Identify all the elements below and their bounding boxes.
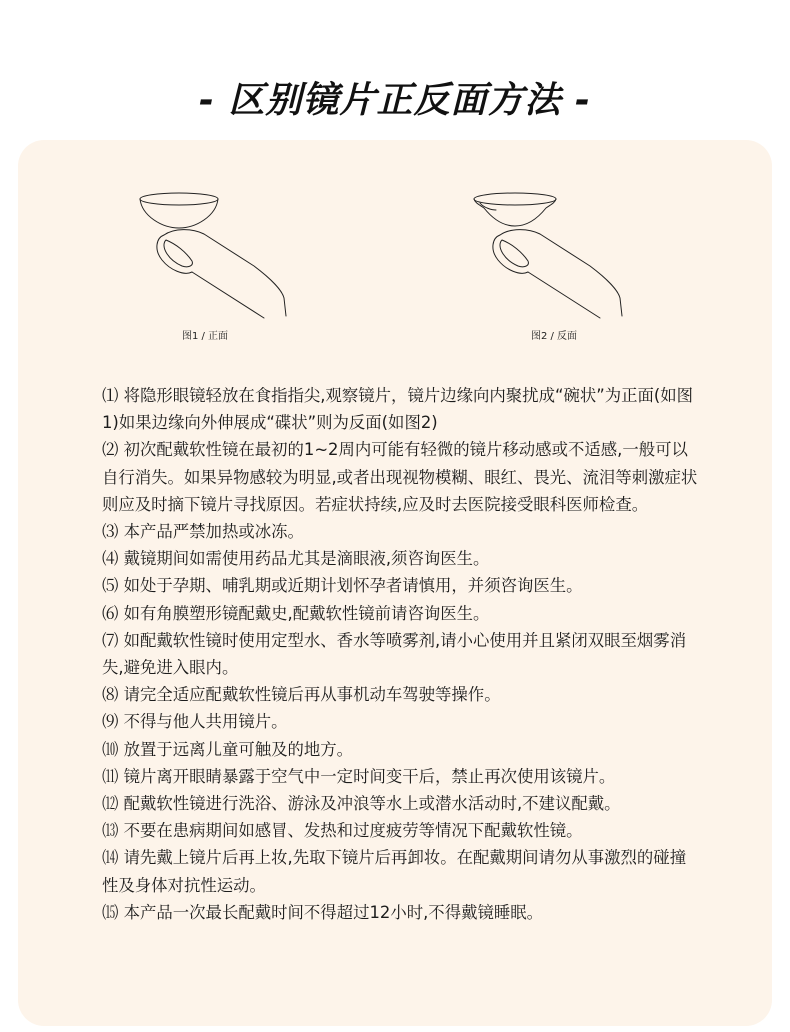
instruction-item-2: ⑵ 初次配戴软性镜在最初的1~2周内可能有轻微的镜片移动感或不适感,一般可以自行消失。如果异物感较为明显,或者出现视物模糊、眼红、畏光、流泪等刺激症状则应及时摘下镜片寻找原因。若症状持续,应及时去医院接受眼科医师检查。 xyxy=(102,440,698,514)
figure-front-illustration xyxy=(136,186,306,321)
instruction-item-6: ⑹ 如有角膜塑形镜配戴史,配戴软性镜前请咨询医生。 xyxy=(102,603,490,623)
instruction-item-14: ⒁ 请先戴上镜片后再上妆,先取下镜片后再卸妆。在配戴期间请勿从事激烈的碰撞性及身体对抗性运动。 xyxy=(102,848,687,895)
instruction-list xyxy=(102,382,702,926)
figure-2-caption: 图2 / 反面 xyxy=(530,331,578,342)
page-title: - 区别镜片正反面方法 - xyxy=(199,80,591,121)
instruction-item-13: ⒀ 不要在患病期间如感冒、发热和过度疲劳等情况下配戴软性镜。 xyxy=(102,821,583,841)
instruction-item-9: ⑼ 不得与他人共用镜片。 xyxy=(102,712,288,732)
instruction-item-3: ⑶ 本产品严禁加热或冰冻。 xyxy=(102,522,304,542)
lens-on-finger-dish-illustration xyxy=(472,186,642,321)
instruction-item-12: ⑿ 配戴软性镜进行洗浴、游泳及冲浪等水上或潜水活动时,不建议配戴。 xyxy=(102,794,621,814)
lens-on-finger-bowl-illustration xyxy=(136,186,306,321)
figure-1-caption: 图1 / 正面 xyxy=(181,331,229,342)
instruction-item-15: ⒂ 本产品一次最长配戴时间不得超过12小时,不得戴镜睡眠。 xyxy=(102,902,544,922)
instruction-item-8: ⑻ 请完全适应配戴软性镜后再从事机动车驾驶等操作。 xyxy=(102,685,501,705)
instruction-item-7: ⑺ 如配戴软性镜时使用定型水、香水等喷雾剂,请小心使用并且紧闭双眼至烟雾消失,避免进入眼内。 xyxy=(102,630,687,678)
instruction-item-11: ⑾ 镜片离开眼睛暴露于空气中一定时间变干后，禁止再次使用该镜片。 xyxy=(102,766,616,786)
instruction-item-1: ⑴ 将隐形眼镜轻放在食指指尖,观察镜片，镜片边缘向内聚扰成“碗状”为正面(如图1)如果边缘向外伸展成“碟状”则为反面(如图2) xyxy=(102,386,694,433)
figure-back-illustration xyxy=(472,186,642,321)
instruction-item-4: ⑷ 戴镜期间如需使用药品尤其是滴眼液,须咨询医生。 xyxy=(102,549,490,569)
instruction-item-5: ⑸ 如处于孕期、哺乳期或近期计划怀孕者请慎用，并须咨询医生。 xyxy=(102,576,583,596)
instruction-item-10: ⑽ 放置于远离儿童可触及的地方。 xyxy=(102,739,354,759)
